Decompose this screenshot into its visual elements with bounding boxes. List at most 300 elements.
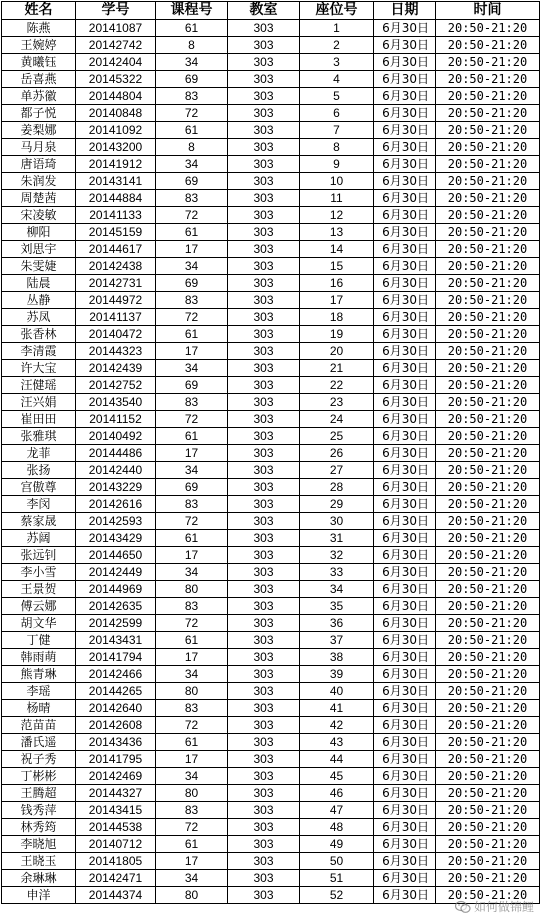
cell-name: 崔田田 [2,411,76,428]
cell-date: 6月30日 [374,275,436,292]
cell-date: 6月30日 [374,122,436,139]
cell-date: 6月30日 [374,717,436,734]
cell-date: 6月30日 [374,513,436,530]
cell-name: 周楚茜 [2,190,76,207]
cell-time: 20:50-21:20 [436,394,540,411]
cell-student-id: 20142742 [76,37,156,54]
cell-name: 张香林 [2,326,76,343]
cell-date: 6月30日 [374,598,436,615]
cell-seat-no: 43 [300,734,374,751]
cell-course-no: 69 [156,479,228,496]
cell-date: 6月30日 [374,649,436,666]
cell-student-id: 20140848 [76,105,156,122]
cell-student-id: 20142440 [76,462,156,479]
cell-name: 傅云娜 [2,598,76,615]
cell-time: 20:50-21:20 [436,411,540,428]
cell-date: 6月30日 [374,360,436,377]
cell-date: 6月30日 [374,853,436,870]
table-row [2,105,540,122]
cell-student-id: 20142404 [76,54,156,71]
cell-student-id: 20142466 [76,666,156,683]
cell-seat-no: 15 [300,258,374,275]
table-body [2,20,540,904]
cell-student-id: 20143200 [76,139,156,156]
cell-classroom: 303 [228,173,300,190]
cell-seat-no: 47 [300,802,374,819]
cell-classroom: 303 [228,717,300,734]
cell-seat-no: 39 [300,666,374,683]
cell-name: 范苗苗 [2,717,76,734]
cell-classroom: 303 [228,207,300,224]
table-row [2,54,540,71]
cell-seat-no: 31 [300,530,374,547]
cell-seat-no: 18 [300,309,374,326]
cell-course-no: 34 [156,156,228,173]
cell-course-no: 8 [156,139,228,156]
cell-classroom: 303 [228,734,300,751]
cell-classroom: 303 [228,445,300,462]
cell-course-no: 69 [156,377,228,394]
cell-time: 20:50-21:20 [436,275,540,292]
cell-course-no: 61 [156,836,228,853]
cell-course-no: 72 [156,615,228,632]
cell-date: 6月30日 [374,88,436,105]
cell-student-id: 20142635 [76,598,156,615]
cell-time: 20:50-21:20 [436,156,540,173]
cell-time: 20:50-21:20 [436,666,540,683]
cell-student-id: 20144323 [76,343,156,360]
cell-course-no: 34 [156,360,228,377]
cell-date: 6月30日 [374,105,436,122]
cell-course-no: 34 [156,462,228,479]
cell-student-id: 20141092 [76,122,156,139]
cell-name: 杨晴 [2,700,76,717]
table-row [2,581,540,598]
cell-seat-no: 16 [300,275,374,292]
cell-course-no: 34 [156,564,228,581]
cell-date: 6月30日 [374,836,436,853]
cell-date: 6月30日 [374,445,436,462]
cell-student-id: 20140712 [76,836,156,853]
cell-time: 20:50-21:20 [436,683,540,700]
cell-time: 20:50-21:20 [436,598,540,615]
cell-time: 20:50-21:20 [436,734,540,751]
cell-course-no: 83 [156,292,228,309]
cell-classroom: 303 [228,105,300,122]
cell-name: 岳喜燕 [2,71,76,88]
cell-classroom: 303 [228,292,300,309]
cell-course-no: 72 [156,717,228,734]
cell-course-no: 61 [156,224,228,241]
cell-date: 6月30日 [374,632,436,649]
table-row [2,207,540,224]
cell-time: 20:50-21:20 [436,173,540,190]
cell-name: 王婉婷 [2,37,76,54]
cell-student-id: 20142599 [76,615,156,632]
table-row [2,683,540,700]
cell-time: 20:50-21:20 [436,377,540,394]
watermark-text: 如何做锦鲤 [473,900,534,914]
cell-student-id: 20141137 [76,309,156,326]
cell-classroom: 303 [228,581,300,598]
cell-student-id: 20142439 [76,360,156,377]
cell-date: 6月30日 [374,802,436,819]
cell-time: 20:50-21:20 [436,581,540,598]
cell-seat-no: 49 [300,836,374,853]
table-row [2,700,540,717]
cell-date: 6月30日 [374,462,436,479]
cell-course-no: 83 [156,496,228,513]
table-row [2,462,540,479]
cell-seat-no: 20 [300,343,374,360]
table-row [2,615,540,632]
table-row [2,377,540,394]
cell-student-id: 20142608 [76,717,156,734]
header-student-id: 学号 [76,2,156,20]
cell-time: 20:50-21:20 [436,326,540,343]
cell-student-id: 20144327 [76,785,156,802]
cell-course-no: 80 [156,581,228,598]
cell-classroom: 303 [228,853,300,870]
cell-time: 20:50-21:20 [436,530,540,547]
cell-time: 20:50-21:20 [436,71,540,88]
cell-classroom: 303 [228,122,300,139]
table-row [2,20,540,37]
cell-classroom: 303 [228,802,300,819]
cell-seat-no: 8 [300,139,374,156]
cell-seat-no: 35 [300,598,374,615]
cell-student-id: 20144538 [76,819,156,836]
cell-date: 6月30日 [374,224,436,241]
cell-name: 陆晨 [2,275,76,292]
cell-name: 汪健瑶 [2,377,76,394]
cell-name: 宫傲尊 [2,479,76,496]
table-row [2,836,540,853]
cell-name: 祝子秀 [2,751,76,768]
header-classroom: 教室 [228,2,300,20]
header-course-no: 课程号 [156,2,228,20]
cell-time: 20:50-21:20 [436,122,540,139]
cell-course-no: 69 [156,71,228,88]
cell-date: 6月30日 [374,734,436,751]
cell-name: 柳阳 [2,224,76,241]
cell-time: 20:50-21:20 [436,751,540,768]
cell-course-no: 72 [156,207,228,224]
cell-classroom: 303 [228,309,300,326]
cell-time: 20:50-21:20 [436,224,540,241]
cell-student-id: 20142469 [76,768,156,785]
cell-seat-no: 26 [300,445,374,462]
cell-name: 丁彬彬 [2,768,76,785]
cell-classroom: 303 [228,479,300,496]
cell-seat-no: 42 [300,717,374,734]
cell-seat-no: 17 [300,292,374,309]
cell-course-no: 83 [156,598,228,615]
cell-student-id: 20143141 [76,173,156,190]
cell-time: 20:50-21:20 [436,564,540,581]
cell-seat-no: 7 [300,122,374,139]
cell-seat-no: 25 [300,428,374,445]
watermark [455,898,534,915]
cell-name: 申洋 [2,887,76,904]
cell-seat-no: 1 [300,20,374,37]
cell-time: 20:50-21:20 [436,870,540,887]
table-row [2,445,540,462]
cell-classroom: 303 [228,666,300,683]
cell-date: 6月30日 [374,615,436,632]
table-row [2,326,540,343]
cell-student-id: 20144265 [76,683,156,700]
cell-date: 6月30日 [374,819,436,836]
cell-name: 朱润发 [2,173,76,190]
cell-student-id: 20141795 [76,751,156,768]
cell-classroom: 303 [228,547,300,564]
cell-course-no: 34 [156,768,228,785]
cell-date: 6月30日 [374,377,436,394]
cell-classroom: 303 [228,785,300,802]
cell-name: 姜梨娜 [2,122,76,139]
cell-classroom: 303 [228,54,300,71]
cell-course-no: 17 [156,445,228,462]
cell-seat-no: 32 [300,547,374,564]
header-name: 姓名 [2,2,76,20]
cell-date: 6月30日 [374,37,436,54]
cell-name: 张扬 [2,462,76,479]
cell-classroom: 303 [228,632,300,649]
cell-name: 王腾超 [2,785,76,802]
cell-classroom: 303 [228,241,300,258]
table-row [2,173,540,190]
cell-date: 6月30日 [374,292,436,309]
cell-date: 6月30日 [374,309,436,326]
table-row [2,802,540,819]
cell-time: 20:50-21:20 [436,717,540,734]
cell-time: 20:50-21:20 [436,819,540,836]
cell-course-no: 61 [156,20,228,37]
cell-name: 苏凤 [2,309,76,326]
cell-seat-no: 52 [300,887,374,904]
cell-date: 6月30日 [374,683,436,700]
cell-date: 6月30日 [374,394,436,411]
cell-time: 20:50-21:20 [436,190,540,207]
table-row [2,768,540,785]
cell-classroom: 303 [228,700,300,717]
table-row [2,360,540,377]
cell-seat-no: 4 [300,71,374,88]
cell-date: 6月30日 [374,428,436,445]
cell-time: 20:50-21:20 [436,139,540,156]
cell-time: 20:50-21:20 [436,37,540,54]
cell-course-no: 69 [156,275,228,292]
cell-student-id: 20142449 [76,564,156,581]
cell-name: 丁健 [2,632,76,649]
cell-student-id: 20141087 [76,20,156,37]
cell-name: 张雅琪 [2,428,76,445]
cell-time: 20:50-21:20 [436,479,540,496]
cell-seat-no: 33 [300,564,374,581]
cell-course-no: 61 [156,428,228,445]
cell-classroom: 303 [228,411,300,428]
cell-time: 20:50-21:20 [436,105,540,122]
cell-classroom: 303 [228,139,300,156]
cell-student-id: 20143431 [76,632,156,649]
cell-name: 韩雨萌 [2,649,76,666]
cell-date: 6月30日 [374,343,436,360]
cell-classroom: 303 [228,513,300,530]
table-row [2,598,540,615]
cell-course-no: 34 [156,870,228,887]
table-row [2,649,540,666]
cell-student-id: 20143429 [76,530,156,547]
cell-time: 20:50-21:20 [436,547,540,564]
cell-name: 龙菲 [2,445,76,462]
cell-date: 6月30日 [374,530,436,547]
cell-date: 6月30日 [374,326,436,343]
cell-classroom: 303 [228,190,300,207]
cell-time: 20:50-21:20 [436,343,540,360]
cell-student-id: 20143436 [76,734,156,751]
header-date: 日期 [374,2,436,20]
cell-seat-no: 27 [300,462,374,479]
cell-name: 林秀筠 [2,819,76,836]
cell-seat-no: 29 [300,496,374,513]
cell-student-id: 20144804 [76,88,156,105]
cell-name: 宋凌敏 [2,207,76,224]
cell-time: 20:50-21:20 [436,445,540,462]
cell-student-id: 20140472 [76,326,156,343]
cell-classroom: 303 [228,326,300,343]
cell-seat-no: 5 [300,88,374,105]
cell-student-id: 20144650 [76,547,156,564]
cell-time: 20:50-21:20 [436,428,540,445]
cell-classroom: 303 [228,360,300,377]
table-row [2,496,540,513]
cell-seat-no: 21 [300,360,374,377]
cell-student-id: 20142752 [76,377,156,394]
cell-time: 20:50-21:20 [436,649,540,666]
table-row [2,428,540,445]
cell-course-no: 61 [156,530,228,547]
cell-date: 6月30日 [374,156,436,173]
cell-student-id: 20145322 [76,71,156,88]
cell-time: 20:50-21:20 [436,802,540,819]
cell-seat-no: 3 [300,54,374,71]
table-row [2,666,540,683]
cell-classroom: 303 [228,496,300,513]
cell-course-no: 83 [156,190,228,207]
cell-course-no: 61 [156,326,228,343]
cell-course-no: 80 [156,887,228,904]
table-row [2,717,540,734]
cell-time: 20:50-21:20 [436,258,540,275]
cell-course-no: 83 [156,802,228,819]
table-row [2,785,540,802]
table-row [2,734,540,751]
cell-classroom: 303 [228,870,300,887]
cell-time: 20:50-21:20 [436,20,540,37]
table-row [2,632,540,649]
table-row [2,122,540,139]
cell-time: 20:50-21:20 [436,768,540,785]
cell-name: 余琳琳 [2,870,76,887]
header-time: 时间 [436,2,540,20]
cell-name: 朱雯婕 [2,258,76,275]
cell-course-no: 34 [156,54,228,71]
cell-time: 20:50-21:20 [436,785,540,802]
cell-name: 张远钊 [2,547,76,564]
cell-seat-no: 19 [300,326,374,343]
cell-date: 6月30日 [374,751,436,768]
cell-seat-no: 37 [300,632,374,649]
table-row [2,870,540,887]
table-row [2,258,540,275]
cell-classroom: 303 [228,394,300,411]
cell-date: 6月30日 [374,241,436,258]
cell-classroom: 303 [228,615,300,632]
cell-classroom: 303 [228,377,300,394]
cell-seat-no: 12 [300,207,374,224]
table-row [2,275,540,292]
cell-date: 6月30日 [374,496,436,513]
cell-time: 20:50-21:20 [436,615,540,632]
cell-classroom: 303 [228,156,300,173]
cell-time: 20:50-21:20 [436,88,540,105]
cell-student-id: 20141794 [76,649,156,666]
cell-student-id: 20143415 [76,802,156,819]
cell-student-id: 20144884 [76,190,156,207]
cell-student-id: 20141152 [76,411,156,428]
cell-date: 6月30日 [374,173,436,190]
cell-name: 单苏徽 [2,88,76,105]
cell-name: 陈燕 [2,20,76,37]
cell-time: 20:50-21:20 [436,887,540,904]
cell-name: 丛静 [2,292,76,309]
table-row [2,343,540,360]
cell-seat-no: 6 [300,105,374,122]
cell-student-id: 20142593 [76,513,156,530]
table-row [2,156,540,173]
cell-time: 20:50-21:20 [436,309,540,326]
table-row [2,241,540,258]
cell-date: 6月30日 [374,547,436,564]
cell-student-id: 20142438 [76,258,156,275]
cell-name: 钱秀萍 [2,802,76,819]
cell-course-no: 72 [156,309,228,326]
cell-classroom: 303 [228,819,300,836]
cell-name: 汪兴娟 [2,394,76,411]
table-row [2,292,540,309]
cell-seat-no: 48 [300,819,374,836]
cell-course-no: 83 [156,88,228,105]
cell-date: 6月30日 [374,870,436,887]
cell-date: 6月30日 [374,207,436,224]
cell-course-no: 34 [156,666,228,683]
cell-course-no: 17 [156,853,228,870]
cell-name: 刘思宇 [2,241,76,258]
cell-seat-no: 45 [300,768,374,785]
cell-seat-no: 11 [300,190,374,207]
cell-course-no: 17 [156,241,228,258]
cell-seat-no: 30 [300,513,374,530]
cell-course-no: 69 [156,173,228,190]
cell-classroom: 303 [228,224,300,241]
cell-name: 蔡家晟 [2,513,76,530]
cell-time: 20:50-21:20 [436,462,540,479]
cell-seat-no: 10 [300,173,374,190]
cell-date: 6月30日 [374,190,436,207]
cell-classroom: 303 [228,887,300,904]
cell-time: 20:50-21:20 [436,496,540,513]
